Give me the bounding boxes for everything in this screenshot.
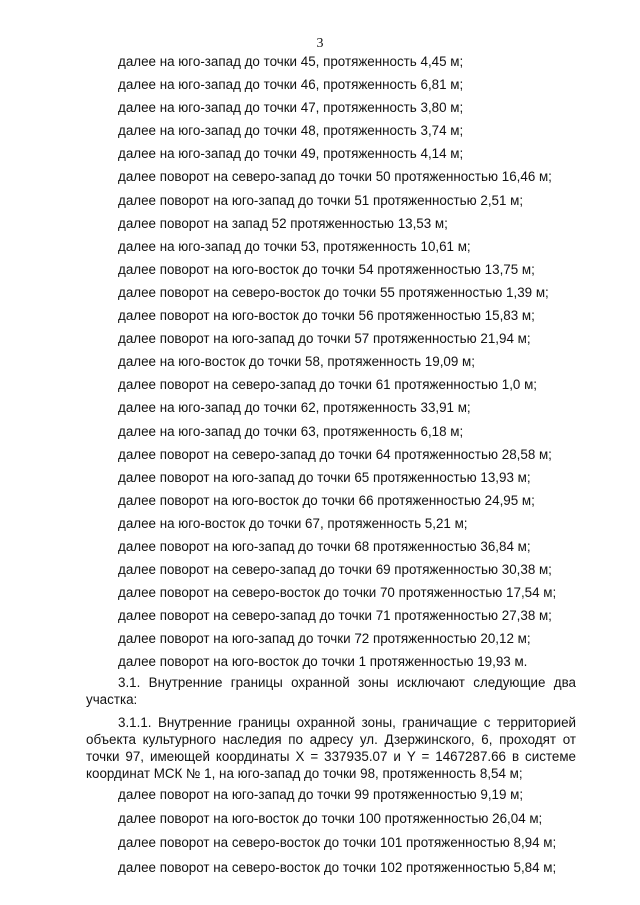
- route-line: далее на юго-восток до точки 58, протяженность 19,09 м;: [118, 354, 475, 370]
- route-line: далее поворот на северо-восток до точки 55 протяженностью 1,39 м;: [118, 284, 549, 300]
- route-line: далее поворот на северо-восток до точки 70 протяженностью 17,54 м;: [118, 585, 557, 601]
- route-line: далее поворот на юго-запад до точки 51 протяженностью 2,51 м;: [118, 192, 524, 208]
- route-line: далее поворот на юго-восток до точки 66 протяженностью 24,95 м;: [118, 492, 535, 508]
- route-line: далее на юго-запад до точки 45, протяженность 4,45 м;: [118, 54, 464, 69]
- route-line: далее поворот на юго-восток до точки 54 протяженностью 13,75 м;: [118, 261, 535, 277]
- route-line: далее поворот на запад 52 протяженностью 13,53 м;: [118, 215, 448, 231]
- route-line: далее на юго-запад до точки 47, протяженность 3,80 м;: [118, 100, 464, 116]
- route-line: далее поворот на северо-запад до точки 64 протяженностью 28,58 м;: [118, 446, 552, 462]
- route-line: далее поворот на юго-восток до точки 56 протяженностью 15,83 м;: [118, 308, 535, 324]
- sub-route-line: далее поворот на юго-запад до точки 99 протяженностью 9,19 м;: [118, 787, 524, 802]
- sub-route-list: [118, 783, 598, 880]
- route-line: далее поворот на юго-запад до точки 57 протяженностью 21,94 м;: [118, 331, 531, 347]
- sub-route-line: далее поворот на юго-восток до точки 100 протяженностью 26,04 м;: [118, 811, 543, 827]
- section-3-1-paragraph: 3.1. Внутренние границы охранной зоны исключают следующие два участка:: [86, 675, 576, 707]
- route-line: далее на юго-запад до точки 49, протяженность 4,14 м;: [118, 146, 464, 162]
- route-line: далее поворот на северо-запад до точки 50 протяженностью 16,46 м;: [118, 169, 552, 185]
- route-line: далее на юго-запад до точки 62, протяженность 33,91 м;: [118, 400, 471, 416]
- route-line: далее на юго-запад до точки 53, протяженность 10,61 м;: [118, 238, 471, 254]
- route-line: далее на юго-восток до точки 67, протяженность 5,21 м;: [118, 515, 468, 531]
- route-line: далее поворот на юго-запад до точки 72 протяженностью 20,12 м;: [118, 631, 531, 647]
- sub-route-line: далее поворот на северо-восток до точки 102 протяженностью 5,84 м;: [118, 859, 557, 875]
- route-line: далее на юго-запад до точки 46, протяженность 6,81 м;: [118, 77, 464, 93]
- route-line: далее поворот на юго-запад до точки 68 протяженностью 36,84 м;: [118, 538, 531, 554]
- route-line: далее поворот на юго-запад до точки 65 протяженностью 13,93 м;: [118, 469, 531, 485]
- route-line: далее на юго-запад до точки 48, протяженность 3,74 м;: [118, 123, 464, 139]
- route-line: далее поворот на юго-восток до точки 1 протяженностью 19,93 м.: [118, 654, 528, 670]
- route-line: далее на юго-запад до точки 63, протяженность 6,18 м;: [118, 423, 464, 439]
- sub-route-line: далее поворот на северо-восток до точки 101 протяженностью 8,94 м;: [118, 835, 557, 851]
- route-line: далее поворот на северо-запад до точки 71 протяженностью 27,38 м;: [118, 608, 552, 624]
- page-number: 3: [316, 36, 324, 51]
- route-line: далее поворот на северо-запад до точки 69 протяженностью 30,38 м;: [118, 562, 552, 578]
- route-list: [118, 50, 598, 674]
- route-line: далее поворот на северо-запад до точки 61 протяженностью 1,0 м;: [118, 377, 538, 393]
- section-3-1-1-paragraph: 3.1.1. Внутренние границы охранной зоны, граничащие с территорией объекта культурного наследия по адресу ул. Дзержинского, 6, проходят от точки 97, имеющей координаты Х = 337935.07 и Y = 1467287.66 в системе координат МСК № 1, на юго-запад до точки 98, протяженность 8,54 м;: [86, 715, 576, 781]
